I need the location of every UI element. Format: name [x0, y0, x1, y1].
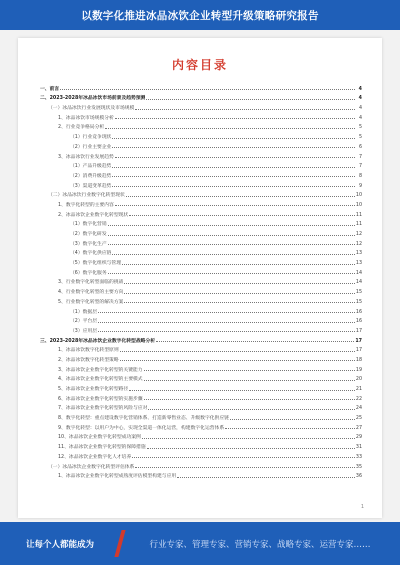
toc-entry-title: 3、冰品冰饮企业数字化转型的关键能力: [58, 367, 143, 373]
toc-entry[interactable]: [40, 140, 362, 150]
toc-entry-page: 11: [355, 222, 362, 228]
toc-entry-title: 1、冰品冰饮数字化转型原则: [58, 348, 119, 354]
toc-entry-page: 8: [358, 173, 362, 179]
toc-entry-page: 36: [355, 474, 362, 480]
toc-entry-page: 14: [355, 280, 362, 286]
toc-leader-dots: [146, 99, 355, 100]
toc-leader-dots: [135, 109, 355, 110]
toc-entry-title: 10、冰品冰饮企业数字化转型成功案例: [58, 435, 141, 441]
toc-title: 内容目录: [171, 58, 228, 72]
toc-entry-page: 31: [355, 445, 362, 451]
footer-expert-list: 行业专家、管理专家、营销专家、战略专家、运营专家……: [149, 539, 371, 550]
toc-entry[interactable]: [40, 92, 362, 102]
toc-entry-title: （3）渠道变革趋势: [70, 183, 112, 189]
toc-entry-title: （3）应用层: [70, 328, 98, 334]
toc-entry-page: 19: [355, 367, 362, 373]
toc-entry-title: 9、数字化转型：以用户为中心，实现全渠道一体化运营，构建数字化运营体系: [58, 425, 225, 431]
toc-entry[interactable]: [40, 450, 362, 460]
toc-entry[interactable]: [40, 285, 362, 295]
toc-entry-title: 4、行业数字化转型的主要方向: [58, 290, 124, 296]
toc-entry[interactable]: [40, 82, 362, 92]
toc-leader-dots: [98, 331, 355, 332]
toc-entry[interactable]: [40, 334, 362, 344]
toc-leader-dots: [147, 448, 355, 449]
toc-leader-dots: [112, 167, 355, 168]
toc-leader-dots: [98, 312, 355, 313]
toc-leader-dots: [148, 409, 354, 410]
toc-entry-title: （2）数字化研发: [70, 232, 107, 237]
toc-entry[interactable]: [40, 179, 362, 189]
toc-leader-dots: [108, 235, 355, 236]
toc-entry-title: 3、行业数字化转型面临的挑战: [58, 280, 124, 286]
toc-entry-page: 22: [355, 396, 362, 402]
toc-entry-title: 1、数字化转型的主要内容: [58, 202, 114, 208]
toc-entry[interactable]: [40, 440, 362, 450]
toc-leader-dots: [120, 360, 355, 361]
toc-entry-title: 7、冰品冰饮企业数字化转型的风险与应对: [58, 406, 148, 412]
toc-entry[interactable]: [40, 460, 362, 470]
toc-entry-title: 二、2023-2028年冰品冰饮市场前景及趋势预测: [40, 96, 146, 102]
toc-leader-dots: [112, 254, 354, 255]
toc-entry-title: 8、数字化转型：重点建设数字化营销体系、打造新零售业态、升级数字化供应链: [58, 416, 229, 422]
toc-entry-page: 24: [355, 406, 362, 412]
toc-entry[interactable]: [40, 392, 362, 402]
toc-leader-dots: [112, 138, 355, 139]
toc-leader-dots: [225, 428, 355, 429]
toc-entry-title: （1）数据层: [70, 309, 98, 315]
toc-entry-page: 15: [355, 299, 362, 305]
toc-entry[interactable]: [40, 256, 362, 266]
toc-entry[interactable]: [40, 189, 362, 199]
toc-entry[interactable]: [40, 198, 362, 208]
document-page: [18, 38, 382, 518]
toc-entry-title: （一）冰品冰饮企业数字化转型评估体系: [48, 464, 135, 470]
toc-entry[interactable]: [40, 218, 362, 228]
toc-leader-dots: [135, 467, 355, 468]
toc-entry-page: 13: [355, 251, 362, 257]
toc-entry[interactable]: [40, 276, 362, 286]
toc-entry[interactable]: [40, 160, 362, 170]
toc-entry-title: 2、冰品冰饮企业数字化转型现状: [58, 212, 129, 218]
toc-entry[interactable]: [40, 470, 362, 480]
toc-entry-page: 16: [355, 309, 362, 315]
toc-leader-dots: [120, 351, 355, 352]
toc-entry-page: 4: [358, 86, 362, 92]
toc-leader-dots: [124, 293, 354, 294]
toc-entry-title: （2）消费升级趋势: [70, 173, 112, 179]
toc-entry-page: 12: [355, 241, 362, 247]
toc-entry-page: 18: [355, 357, 362, 363]
toc-entry-page: 15: [355, 290, 362, 296]
toc-entry-title: 一、前言: [40, 86, 60, 92]
toc-entry-title: （1）产品升级趋势: [70, 164, 112, 170]
toc-entry-page: 17: [355, 338, 362, 344]
report-header-title: 以数字化推进冰品冰饮企业转型升级策略研究报告: [81, 9, 319, 22]
toc-entry-title: （1）行业竞争现状: [70, 135, 112, 141]
toc-entry-title: 5、冰品冰饮企业数字化转型路径: [58, 387, 129, 392]
toc-entry-page: 33: [355, 454, 362, 460]
toc-entry-title: （2）行业主要企业: [70, 144, 112, 150]
toc-entry-page: 17: [355, 348, 362, 354]
toc-leader-dots: [105, 128, 355, 129]
toc-entry-page: 17: [355, 328, 362, 334]
toc-leader-dots: [132, 457, 355, 458]
toc-entry-title: 4、冰品冰饮企业数字化转型的主要模式: [58, 377, 143, 383]
toc-entry[interactable]: [40, 227, 362, 237]
toc-entry[interactable]: [40, 315, 362, 325]
toc-entry[interactable]: [40, 237, 362, 247]
toc-entry-page: 25: [355, 416, 362, 422]
toc-entry[interactable]: [40, 101, 362, 111]
toc-leader-dots: [124, 302, 354, 303]
toc-entry[interactable]: [40, 324, 362, 334]
toc-leader-dots: [144, 399, 355, 400]
toc-entry[interactable]: [40, 344, 362, 354]
toc-entry[interactable]: [40, 373, 362, 383]
toc-entry-page: 7: [358, 154, 362, 160]
toc-entry[interactable]: [40, 353, 362, 363]
toc-leader-dots: [108, 273, 355, 274]
toc-leader-dots: [115, 205, 355, 206]
toc-entry-page: 27: [355, 425, 362, 431]
toc-leader-dots: [144, 380, 355, 381]
toc-entry-page: 6: [358, 144, 362, 150]
page-number: 1: [360, 504, 364, 510]
toc-entry[interactable]: [40, 247, 362, 257]
toc-leader-dots: [112, 186, 355, 187]
toc-entry[interactable]: [40, 382, 362, 392]
toc-entry-title: 11、冰品冰饮企业数字化转型的保障措施: [58, 445, 146, 451]
toc-entry-page: 10: [355, 193, 362, 199]
toc-leader-dots: [144, 370, 355, 371]
toc-leader-dots: [142, 438, 355, 439]
toc-entry[interactable]: [40, 411, 362, 421]
toc-entry-page: 29: [355, 435, 362, 441]
toc-leader-dots: [115, 157, 355, 158]
toc-leader-dots: [129, 390, 355, 391]
toc-entry[interactable]: [40, 111, 362, 121]
toc-entry[interactable]: [40, 208, 362, 218]
toc-entry[interactable]: [40, 363, 362, 373]
toc-leader-dots: [124, 283, 354, 284]
toc-entry[interactable]: [40, 295, 362, 305]
toc-entry-page: 14: [355, 270, 362, 276]
toc-entry[interactable]: [40, 266, 362, 276]
toc-entry-title: 2、行业竞争格局分析: [58, 125, 105, 131]
toc-entry[interactable]: [40, 150, 362, 160]
toc-leader-dots: [112, 147, 355, 148]
toc-entry[interactable]: [40, 121, 362, 131]
footer-banner: [0, 522, 400, 565]
toc-entry-title: 2、冰品冰饮数字化转型策略: [58, 357, 119, 363]
toc-entry-page: 9: [358, 183, 362, 189]
toc-leader-dots: [108, 225, 355, 226]
table-of-contents: [40, 82, 362, 479]
toc-entry-title: 3、冰品冰饮行业发展趋势: [58, 154, 114, 160]
toc-entry-page: 10: [355, 202, 362, 208]
toc-entry-page: 13: [355, 261, 362, 267]
toc-entry[interactable]: [40, 421, 362, 431]
toc-entry-title: 6、冰品冰饮企业数字化转型的实施步骤: [58, 396, 143, 402]
toc-entry-page: 4: [358, 115, 362, 121]
toc-entry-title: 1、冰品冰饮市场规模分析: [58, 115, 114, 121]
toc-entry-page: 21: [355, 387, 362, 392]
toc-entry-title: （3）数字化生产: [70, 241, 107, 247]
toc-leader-dots: [126, 196, 355, 197]
toc-entry-title: （1）数字化营销: [70, 222, 107, 228]
toc-leader-dots: [177, 477, 355, 478]
toc-entry[interactable]: [40, 402, 362, 412]
toc-entry-page: 16: [355, 319, 362, 325]
toc-entry-page: 4: [358, 96, 362, 102]
toc-leader-dots: [115, 118, 355, 119]
toc-entry-title: （一）冰品冰饮行业发展现状及市场规模: [48, 106, 135, 112]
toc-entry[interactable]: [40, 169, 362, 179]
toc-entry-page: 4: [358, 106, 362, 112]
toc-leader-dots: [230, 419, 355, 420]
toc-entry-title: 5、行业数字化转型的解决方案: [58, 299, 124, 305]
toc-entry-title: （2）平台层: [70, 319, 98, 325]
toc-entry-title: （5）数字化组织与管理: [70, 261, 122, 267]
toc-entry-title: （4）数字化供应链: [70, 251, 112, 257]
footer-slogan: 让每个人都能成为: [25, 539, 94, 550]
toc-entry-title: （二）冰品冰饮行业数字化转型现状: [48, 193, 125, 199]
toc-entry-page: 5: [358, 125, 362, 131]
toc-entry-title: 三、2023-2028年冰品冰饮企业数字化转型战略分析: [40, 338, 156, 344]
toc-entry[interactable]: [40, 431, 362, 441]
toc-entry[interactable]: [40, 305, 362, 315]
toc-entry-page: 5: [358, 135, 362, 141]
toc-entry-title: 1、冰品冰饮企业数字化转型成熟度评估模型构建与应用: [58, 474, 177, 480]
toc-leader-dots: [98, 322, 355, 323]
toc-leader-dots: [60, 89, 355, 90]
toc-entry-page: 35: [355, 464, 362, 470]
toc-entry-title: 12、冰品冰饮企业数字化人才培养: [58, 454, 132, 460]
toc-entry[interactable]: [40, 130, 362, 140]
toc-leader-dots: [122, 264, 355, 265]
toc-entry-page: 7: [358, 164, 362, 170]
toc-leader-dots: [156, 341, 354, 342]
report-header: [0, 0, 400, 30]
toc-entry-page: 12: [355, 232, 362, 237]
toc-leader-dots: [129, 215, 355, 216]
toc-leader-dots: [108, 244, 355, 245]
toc-entry-page: 11: [355, 212, 362, 218]
toc-entry-title: （6）数字化服务: [70, 270, 107, 276]
toc-entry-page: 20: [355, 377, 362, 383]
toc-leader-dots: [112, 176, 355, 177]
